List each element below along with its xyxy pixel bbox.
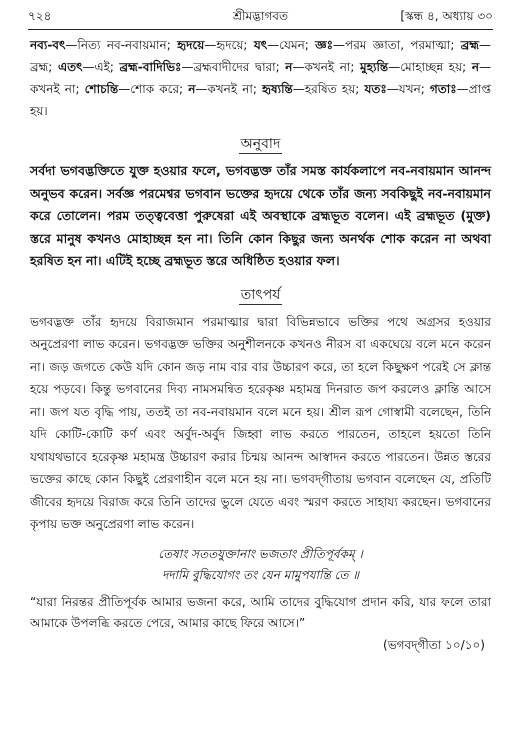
- synonym-term: শোচন্তি: [84, 82, 119, 96]
- synonym-term: ব্রহ্ম-বাদিভিঃ: [119, 60, 182, 74]
- synonym-term: হৃদয়ে: [177, 38, 205, 52]
- word-meanings: [30, 34, 491, 122]
- translation-heading: [30, 132, 491, 156]
- synonym-term: ন: [471, 60, 479, 74]
- synonym-term: ন: [285, 60, 293, 74]
- synonym-meaning: —মোহাচ্ছন্ন হয়;: [388, 60, 472, 74]
- purport-text: ভগবদ্ভক্ত তাঁর হৃদয়ে বিরাজমান পরমাত্মার দ্বারা বিভিন্নভাবে ভক্তির পথে অগ্রসর হওয়ার অনুপ্রেরণা লাভ করেন। ভগবদ্ভক্ত ভক্তির অনুশীলনকে কখনও নীরস বা একঘেয়ে বলে মনে করেন না। জড় জগতে কেউ যদি কোন জড় নাম বার বার উচ্চারণ করে, তা হলে কিছুক্ষণ পরেই সে ক্লান্ত হয়ে পড়বে। কিন্তু ভগবানের দিব্য নামসমন্বিত হরেকৃষ্ণ মহামন্ত্র দিনরাত জপ করলেও ক্লান্তি আসে না। জপ যত বৃদ্ধি পায়, ততই তা নব-নবায়মান বলে মনে হয়। শ্রীল রূপ গোস্বামী বলেছেন, তিনি যদি কোটি-কোটি কর্ণ এবং অর্বুদ-অর্বুদ জিহ্বা লাভ করতে পারতেন, তাহলে হয়তো তিনি যথাযথভাবে হরেকৃষ্ণ মহামন্ত্র উচ্চারণ করার চিন্ময় আনন্দ আস্বাদন করতে পারতেন। উন্নত স্তরের ভক্তের কাছে কোন কিছুই প্রেরণাহীন বলে মনে হয় না। ভগবদ্‌গীতায় ভগবান বলেছেন যে, প্রতিটি জীবের হৃদয়ে বিরাজ করে তিনি তাদের ভুলে যেতে এবং স্মরণ করতে সাহায্য করছেন। ভগবানের কৃপায় ভক্ত অনুপ্রেরণা লাভ করেন।: [30, 314, 491, 531]
- sanskrit-verse: [30, 544, 491, 586]
- page-number: ৭২৪: [28, 9, 52, 23]
- synonym-term: এতৎ: [57, 60, 83, 74]
- synonym-meaning: —হৃদয়ে;: [204, 38, 254, 52]
- page-header: [28, 6, 493, 26]
- purport-heading-text: তাৎপর্য: [240, 286, 281, 303]
- synonym-term: যৎ: [253, 38, 268, 52]
- section-indicator: [স্কন্ধ ৪, অধ্যায় ৩০: [400, 9, 493, 23]
- synonym-meaning: —হরষিত হয়;: [292, 82, 365, 96]
- synonym-term: হৃষ্যন্তি: [262, 82, 293, 96]
- page-content: [30, 34, 491, 656]
- synonym-term: গতাঃ: [429, 82, 457, 96]
- synonym-meaning: —ব্রহ্ম;: [30, 38, 492, 74]
- synonym-term: নব্য-বৎ: [30, 38, 66, 52]
- synonym-meaning: —কখনই না;: [292, 60, 361, 74]
- translation-heading-text: অনুবাদ: [240, 136, 281, 152]
- verse-line: তেষাং সততযুক্তানাং ভজতাং প্রীতিপূর্বকম্‌ ।: [158, 546, 363, 561]
- header-divider: [28, 29, 493, 30]
- synonym-meaning: —প্রাপ্ত হয়।: [30, 82, 491, 118]
- synonym-meaning: —পরম জ্ঞাতা, পরমাত্মা;: [333, 38, 461, 52]
- synonym-term: মুহ্যন্তি: [360, 60, 389, 74]
- synonym-term: ব্রহ্ম: [460, 38, 480, 52]
- synonym-meaning: —কখনই না;: [30, 60, 491, 96]
- quote-reference: (ভগবদ্‌গীতা ১০/১০): [383, 637, 485, 652]
- synonym-meaning: —নিত্য নব-নবায়মান;: [65, 38, 178, 52]
- synonym-term: ন: [188, 82, 196, 96]
- verse-line: দদামি বুদ্ধিযোগং তং যেন মামুপযান্তি তে ॥: [161, 567, 360, 582]
- synonym-meaning: —কখনই না;: [195, 82, 263, 96]
- translation-text: সর্বদা ভগবদ্ভক্তিতে যুক্ত হওয়ার ফলে, ভগবদ্ভক্ত তাঁর সমস্ত কার্যকলাপে নব-নবায়মান আনন্দ অনুভব করেন। সর্বজ্ঞ পরমেশ্বর ভগবান ভক্তের হৃদয়ে থেকে তাঁর জন্য সবকিছুই নব-নবায়মান করে তোলেন। পরম তত্ত্ববেত্তা পুরুষেরা এই অবস্থাকে ব্রহ্মভূত বলেন। এই ব্রহ্মভূত (মুক্ত) স্তরে মানুষ কখনও মোহাচ্ছন্ন হন না। তিনি কোন কিছুর জন্য অনর্থক শোক করেন না অথবা হরষিত হন না। এটিই হচ্ছে ব্রহ্মভূত স্তরে অধিষ্ঠিত হওয়ার ফল।: [30, 163, 491, 268]
- synonym-meaning: —শোক করে;: [118, 82, 189, 96]
- synonym-meaning: —যখন;: [386, 82, 430, 96]
- synonym-meaning: —যেমন;: [267, 38, 316, 52]
- synonym-term: যতঃ: [364, 82, 387, 96]
- synonym-meaning: —ব্রহ্মবাদীদের দ্বারা;: [181, 60, 286, 74]
- synonym-term: জ্ঞঃ: [315, 38, 334, 52]
- book-title: শ্রীমদ্ভাগবত: [232, 9, 288, 23]
- purport-heading: [30, 283, 491, 307]
- verse-translation-quote: “যারা নিরন্তর প্রীতিপূর্বক আমার ভজনা করে, আমি তাদের বুদ্ধিযোগ প্রদান করি, যার ফলে তারা আমাকে উপলব্ধি করতে পেরে, আমার কাছে ফিরে আসে।”: [30, 594, 491, 630]
- synonym-meaning: —এই;: [82, 60, 120, 74]
